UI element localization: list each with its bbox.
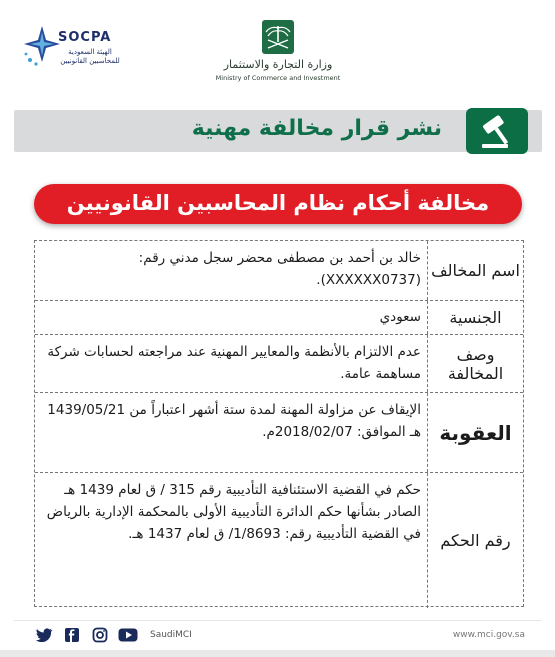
row-value: سعودي: [379, 309, 421, 325]
social-links: [34, 626, 192, 644]
row-label: العقوبة: [427, 393, 523, 472]
table-row: [35, 301, 523, 335]
row-label: الجنسية: [427, 301, 523, 334]
table-row: [35, 241, 523, 301]
website-link[interactable]: www.mci.gov.sa: [452, 630, 525, 640]
table-row: [35, 393, 523, 473]
palm-swords-emblem-icon: [208, 18, 348, 58]
gavel-icon: [466, 108, 528, 154]
social-handle: SaudiMCI: [150, 630, 192, 640]
violation-banner-text: مخالفة أحكام نظام المحاسبين القانونيين: [66, 191, 490, 215]
table-row: [35, 473, 523, 608]
title-band: [14, 110, 542, 152]
socpa-subtitle: الهيئة السعودية للمحاسبين القانونيين: [60, 48, 120, 65]
decision-table: [34, 240, 524, 607]
row-value: خالد بن أحمد بن مصطفى محضر سجل مدني رقم: (XXXXXX0737).: [138, 250, 421, 288]
row-value: عدم الالتزام بالأنظمة والمعايير المهنية عند مراجعته لحسابات شركة مساهمة عامة.: [47, 344, 421, 382]
row-label: رقم الحكم: [427, 473, 523, 608]
facebook-icon[interactable]: [62, 627, 82, 643]
ministry-name-english: Ministry of Commerce and Investment: [215, 74, 341, 82]
row-value: حكم في القضية الاستئنافية التأديبية رقم 315 / ق لعام 1439 هـ الصادر بشأنها حكم الدائرة التأديبية الأولى بالمحكمة الإدارية بالرياض في القضية التأديبية رقم: 1/8693/ ق لعام 1437 هـ.: [46, 482, 421, 542]
instagram-icon[interactable]: [90, 627, 110, 643]
row-value: الإيقاف عن مزاولة المهنة لمدة ستة أشهر اعتباراً من 1439/05/21 هـ الموافق: 2018/02/07م.: [47, 402, 421, 440]
row-label: وصف المخالفة: [427, 335, 523, 392]
socpa-name: SOCPA: [58, 30, 112, 45]
table-row: [35, 335, 523, 393]
violation-banner: [34, 184, 522, 224]
page-title: نشر قرار مخالفة مهنية: [191, 116, 442, 141]
footer-divider: [14, 620, 542, 621]
youtube-icon[interactable]: [118, 627, 138, 643]
row-label: اسم المخالف: [427, 241, 523, 300]
bottom-bar: [0, 650, 555, 657]
twitter-icon[interactable]: [34, 627, 54, 643]
ministry-name-arabic: وزارة التجارة والاستثمار: [223, 58, 333, 71]
ministry-logo: [208, 18, 348, 88]
